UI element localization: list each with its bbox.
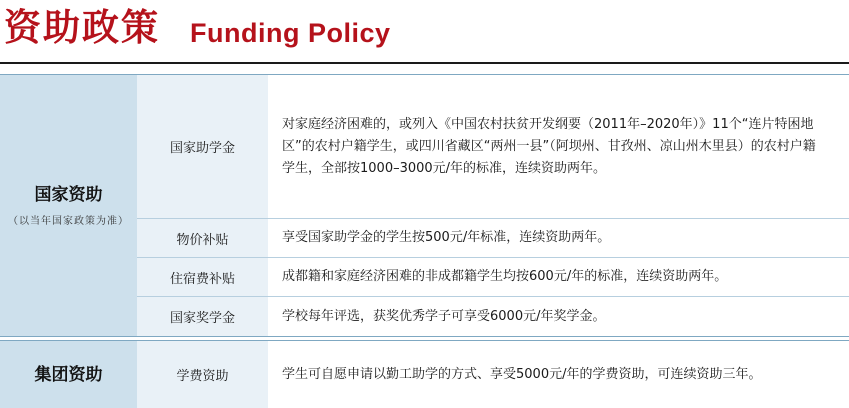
section-title: 国家资助 [34, 185, 103, 205]
page-title-chinese: 资助政策 [4, 6, 160, 49]
row-label-price-subsidy: 物价补贴 [137, 219, 269, 257]
row-description: 学生可自愿申请以勤工助学的方式、享受5000元/年的学费资助，可连续资助三年。 [282, 366, 762, 382]
row-label-housing-subsidy: 住宿费补贴 [137, 258, 269, 296]
row-description: 对家庭经济困难的，或列入《中国农村扶贫开发纲要（2011年–2020年）》11个“连片特困地区”的农村户籍学生，或四川省藏区“两州一县”（阿坝州、甘孜州、凉山州木里县）的农村户籍学生，全部按1000–3000元/年的标准，连续资助两年。 [282, 116, 816, 176]
row-label-national-scholarship: 国家奖学金 [137, 297, 269, 336]
row-label-tuition-aid: 学费资助 [137, 341, 269, 408]
header-divider [0, 62, 849, 64]
page-title-english: Funding Policy [190, 18, 391, 48]
section-note: （以当年国家政策为准） [8, 216, 129, 227]
section-divider [0, 336, 849, 337]
section-group-funding [0, 341, 138, 408]
row-desc-national-scholarship [268, 297, 849, 336]
section-title: 集团资助 [34, 364, 103, 385]
row-desc-housing-subsidy [268, 258, 849, 296]
row-desc-national-grant [268, 75, 849, 218]
row-description: 成都籍和家庭经济困难的非成都籍学生均按600元/年的标准，连续资助两年。 [282, 269, 728, 284]
page-header [0, 0, 849, 62]
section-national-funding [0, 75, 138, 336]
funding-policy-table [0, 74, 849, 408]
row-description: 享受国家助学金的学生按500元/年标准，连续资助两年。 [282, 230, 611, 245]
row-label-national-grant: 国家助学金 [137, 75, 269, 218]
row-description: 学校每年评选，获奖优秀学子可享受6000元/年奖学金。 [282, 308, 606, 324]
row-desc-price-subsidy [268, 219, 849, 257]
row-desc-tuition-aid [268, 341, 849, 408]
